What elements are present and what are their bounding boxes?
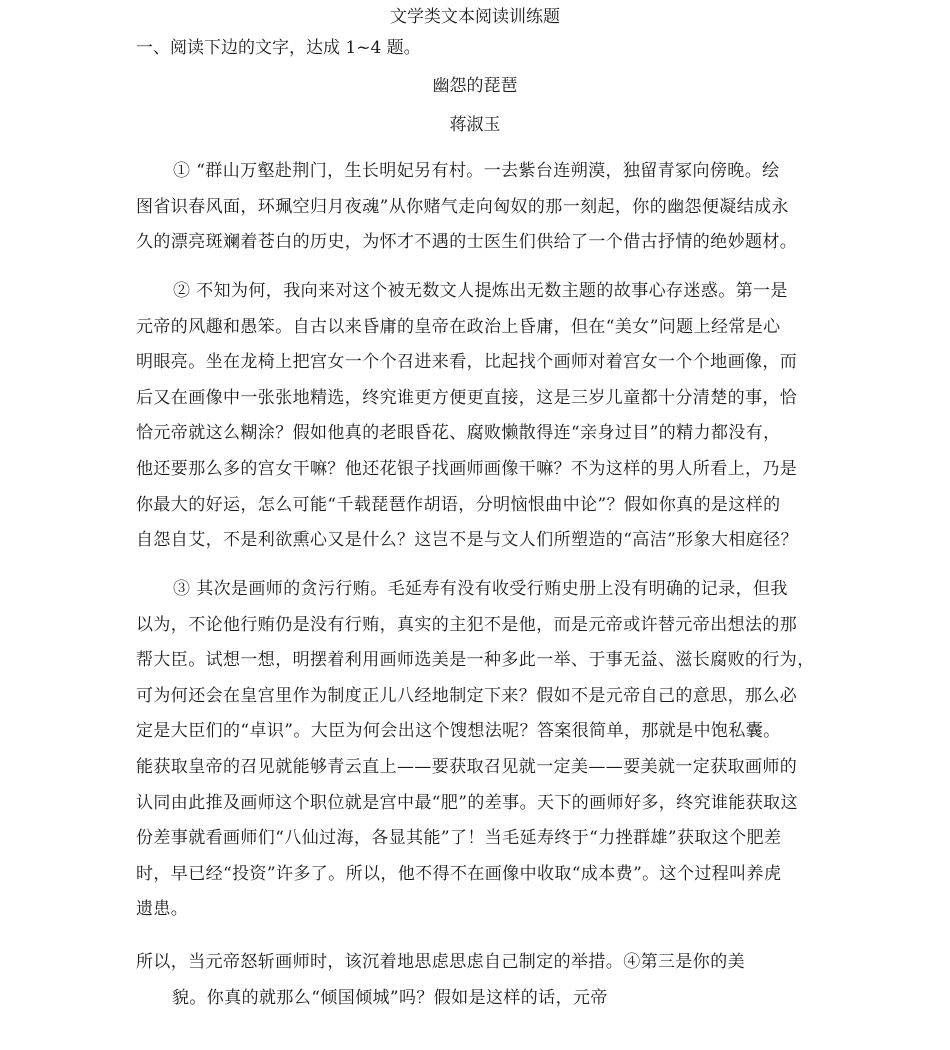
paragraph-line: 遗患。: [136, 899, 189, 920]
paragraph-line: 久的漂亮斑斓着苍白的历史，为怀才不遇的士医生们供给了一个借古抒情的绝妙题材。: [136, 232, 798, 253]
paragraph-line: 貌。你真的就那么“倾国倾城”吗？假如是这样的话，元帝: [172, 987, 608, 1008]
paragraph-line: ① “群山万壑赴荆门，生长明妃另有村。一去紫台连朔漠，独留青冢向傍晚。绘: [173, 161, 780, 181]
paragraph-1: [136, 154, 836, 261]
document-title: 文学类文本阅读训练题: [390, 7, 560, 27]
paragraph-line: 时，早已经“投资”许多了。所以，他不得不在画像中收取“成本费”。这个过程叫养虎: [136, 863, 782, 884]
paragraph-line: 认同由此推及画师这个职位就是宫中最“肥”的差事。天下的画师好多，终究谁能获取这: [136, 792, 798, 813]
paragraph-line: 能获取皇帝的召见就能够青云直上——要获取召见就一定美——要美就一定获取画师的: [136, 756, 798, 777]
paragraph-line: 自怨自艾，不是利欲熏心又是什么？这岂不是与文人们所塑造的“高洁”形象大相庭径？: [136, 530, 798, 551]
paragraph-line: 份差事就看画师们“八仙过海，各显其能”了！当毛延寿终于“力挫群雄”获取这个肥差: [136, 828, 782, 849]
paragraph-line: 以为，不论他行贿仍是没有行贿，真实的主犯不是他，而是元帝或许替元帝出想法的那: [136, 614, 798, 635]
paragraph-line: 所以，当元帝怒斩画师时，该沉着地思虑思虑自己制定的举措。④第三是你的美: [136, 952, 745, 972]
paragraph-line: ② 不知为何，我向来对这个被无数文人提炼出无数主题的故事心存迷惑。第一是: [173, 281, 788, 301]
paragraph-line: 他还要那么多的宫女干嘛？他还花银子找画师画像干嘛？不为这样的男人所看上，乃是: [136, 458, 798, 479]
paragraph-4: [136, 945, 836, 1016]
paragraph-line: 可为何还会在皇宫里作为制度正儿八经地制定下来？假如不是元帝自己的意思，那么必: [136, 685, 798, 706]
article-author: 蒋淑玉: [449, 115, 501, 135]
paragraph-2: [136, 274, 836, 559]
paragraph-line: 明眼亮。坐在龙椅上把宫女一个个召进来看，比起找个画师对着宫女一个个地画像，而: [136, 352, 798, 373]
paragraph-line: 后又在画像中一张张地精选，终究谁更方便更直接，这是三岁儿童都十分清楚的事，恰: [136, 387, 798, 408]
paragraph-line: ③ 其次是画师的贪污行贿。毛延寿有没有收受行贿史册上没有明确的记录，但我: [173, 579, 788, 599]
paragraph-line: 你最大的好运，怎么可能“千载琵琶作胡语，分明恼恨曲中论”？假如你真的是这样的: [136, 494, 781, 515]
paragraph-line: 图省识春风面，环珮空归月夜魂”从你赌气走向匈奴的那一刻起，你的幽怨便凝结成永: [136, 196, 789, 217]
paragraph-line: 定是大臣们的“卓识”。大臣为何会出这个馊想法呢？答案很简单，那就是中饱私囊。: [136, 721, 781, 742]
paragraph-line: 元帝的风趣和愚笨。自古以来昏庸的皇帝在政治上昏庸，但在“美女”问题上经常是心: [136, 316, 781, 337]
paragraph-line: 恰元帝就这么糊涂？假如他真的老眼昏花、腐败懒散得连“亲身过目”的精力都没有，: [136, 423, 781, 444]
paragraph-3: [136, 572, 836, 928]
reading-instruction: 一、阅读下边的文字，达成 1~4 题。: [136, 38, 421, 58]
paragraph-line: 帮大臣。试想一想，明摆着利用画师选美是一种多此一举、于事无益、滋长腐败的行为，: [136, 650, 815, 671]
article-title: 幽怨的琵琶: [432, 76, 518, 96]
